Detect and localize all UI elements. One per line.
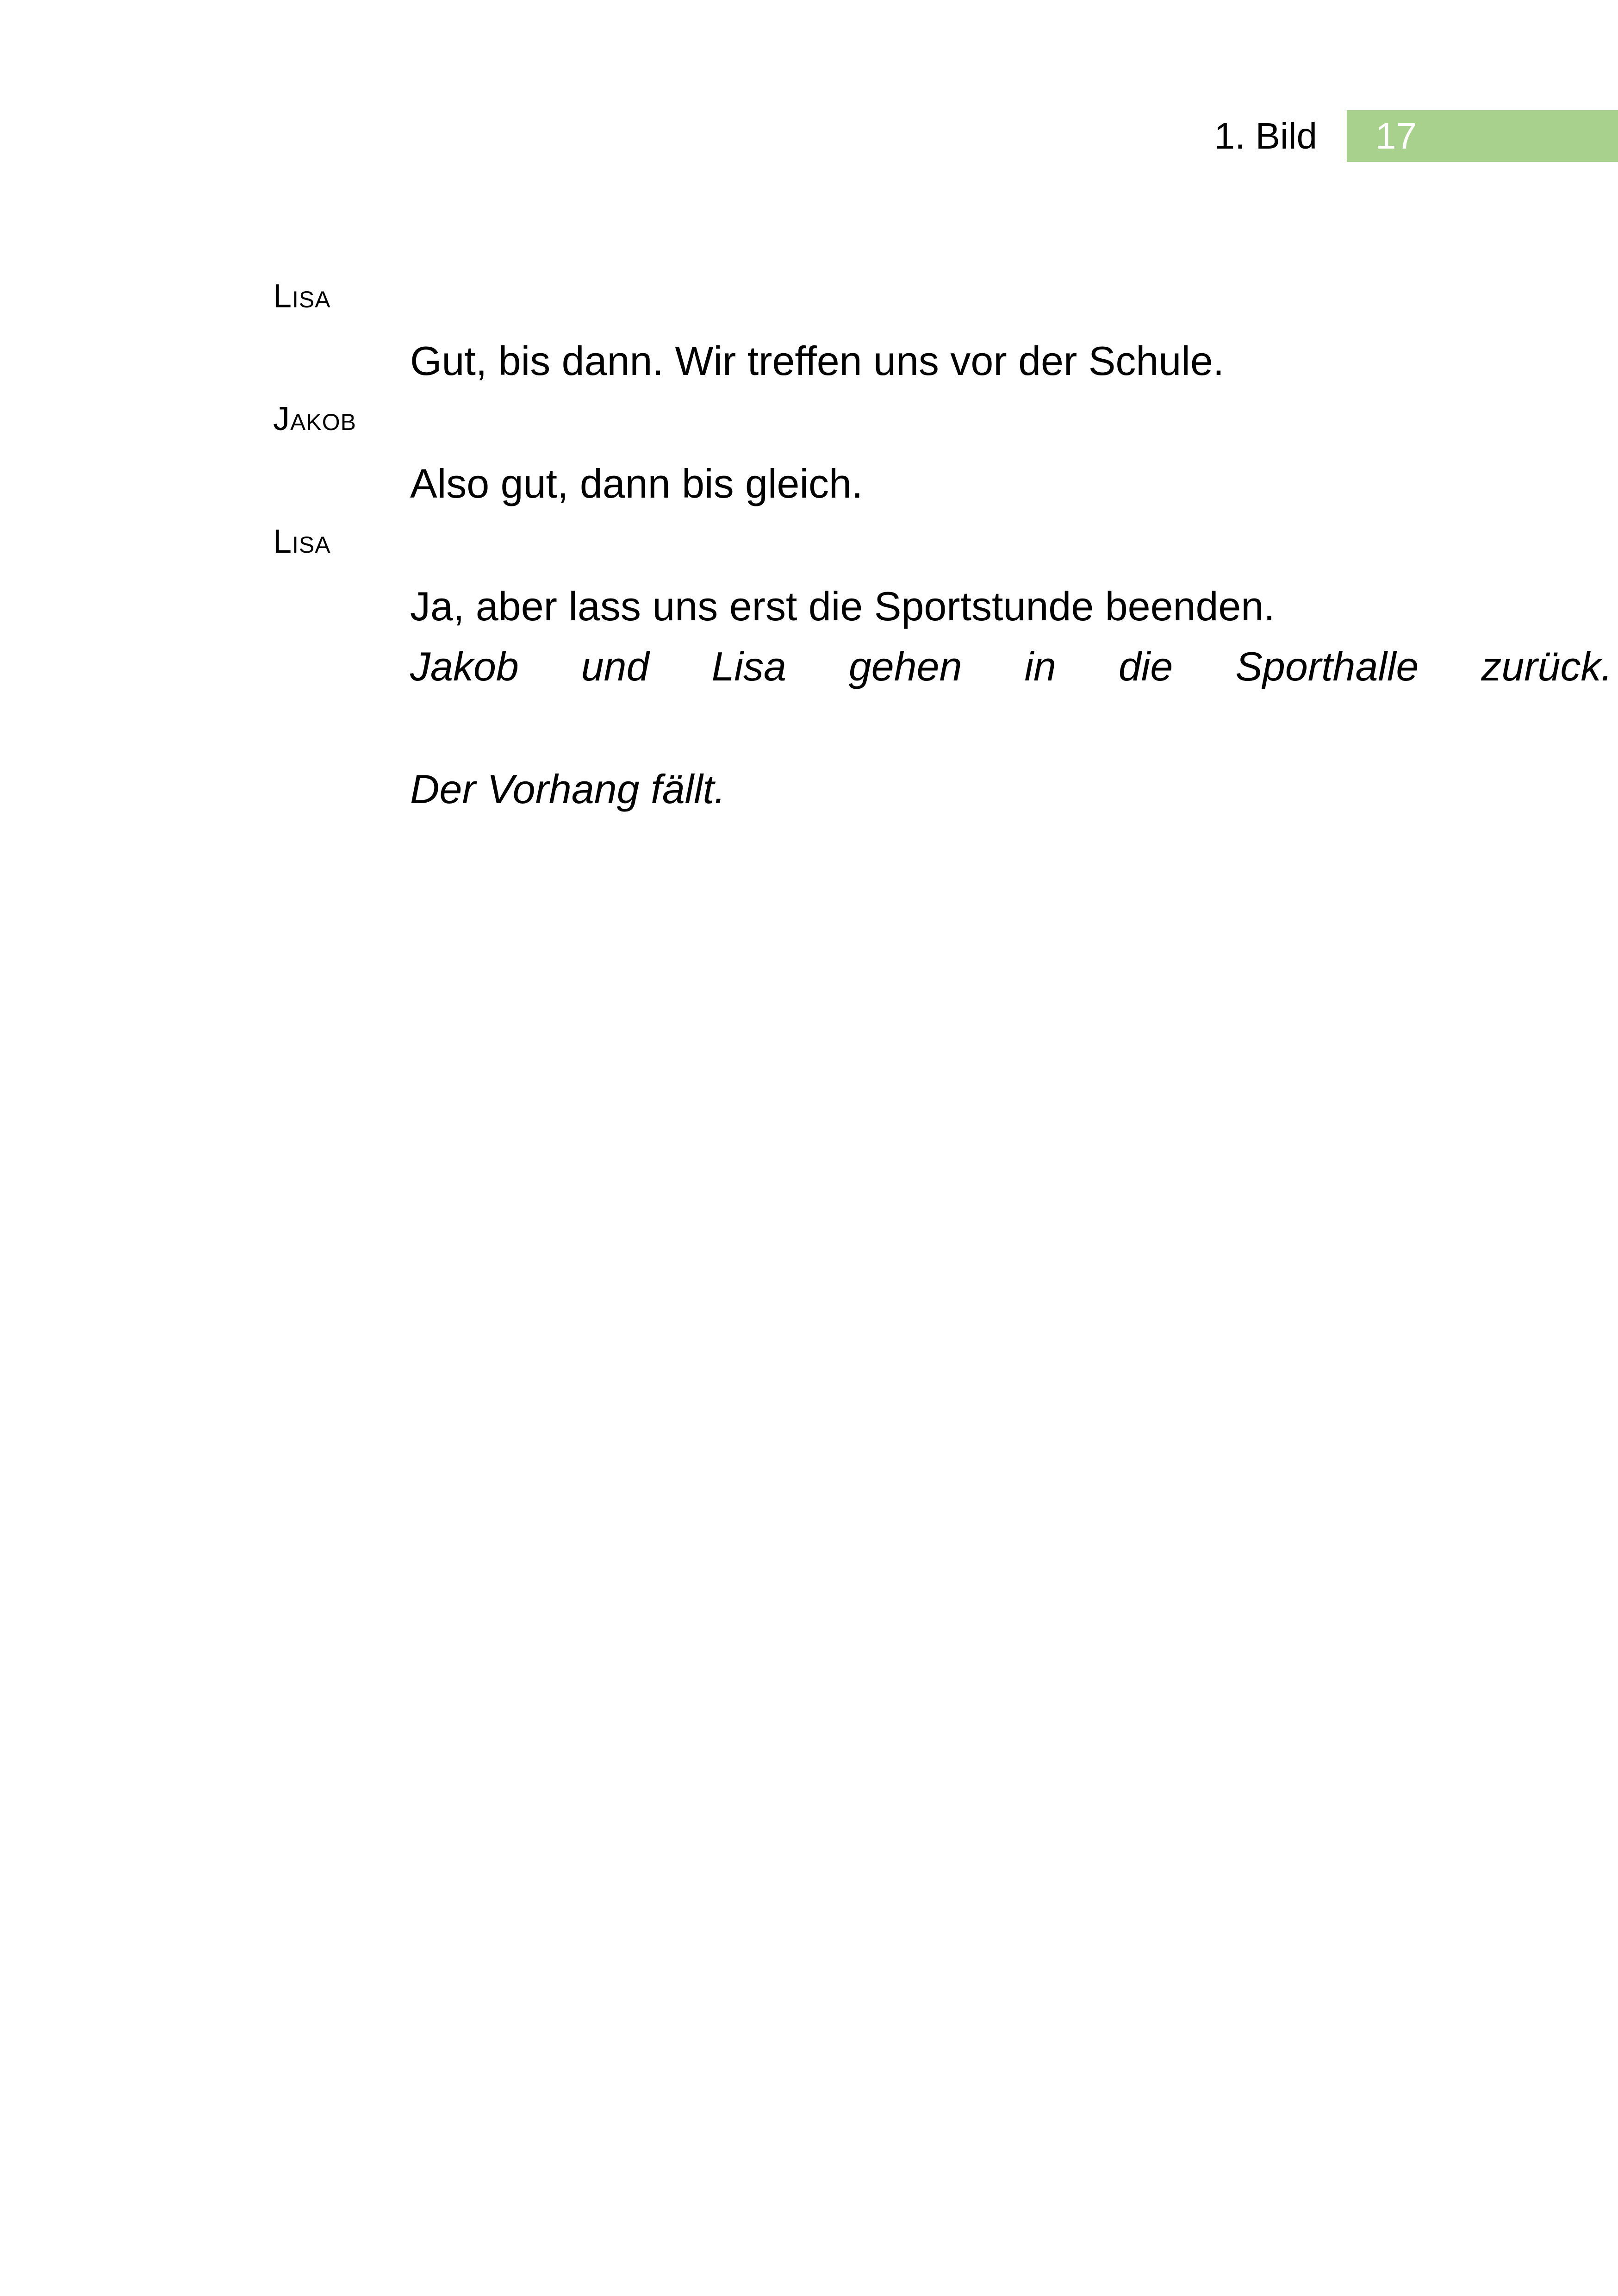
- stage-direction-word: und: [581, 643, 649, 689]
- speaker-name: Lisa: [273, 523, 331, 560]
- stage-direction-word: Lisa: [711, 643, 786, 689]
- speaker-name: Lisa: [273, 278, 331, 315]
- stage-direction-word: zurück.: [1481, 643, 1612, 689]
- chapter-title: 1. Bild: [1214, 115, 1317, 156]
- stage-direction-word: die: [1118, 643, 1173, 689]
- dialogue-line: Ja, aber lass uns erst die Sportstunde beenden.: [410, 583, 1275, 629]
- stage-direction: [410, 639, 1612, 694]
- stage-direction-word: Sporthalle: [1235, 643, 1419, 689]
- page-number: 17: [1375, 115, 1417, 156]
- dialogue-line: Also gut, dann bis gleich.: [410, 461, 863, 506]
- stage-direction: Der Vorhang fällt.: [410, 766, 726, 812]
- dialogue-line: Gut, bis dann. Wir treffen uns vor der Schule.: [410, 338, 1225, 384]
- speaker-name: Jakob: [273, 400, 356, 437]
- stage-direction-word: Jakob: [410, 643, 519, 689]
- page-number-badge: [1347, 110, 1618, 162]
- stage-direction-word: in: [1024, 643, 1056, 689]
- stage-direction-word: gehen: [848, 643, 962, 689]
